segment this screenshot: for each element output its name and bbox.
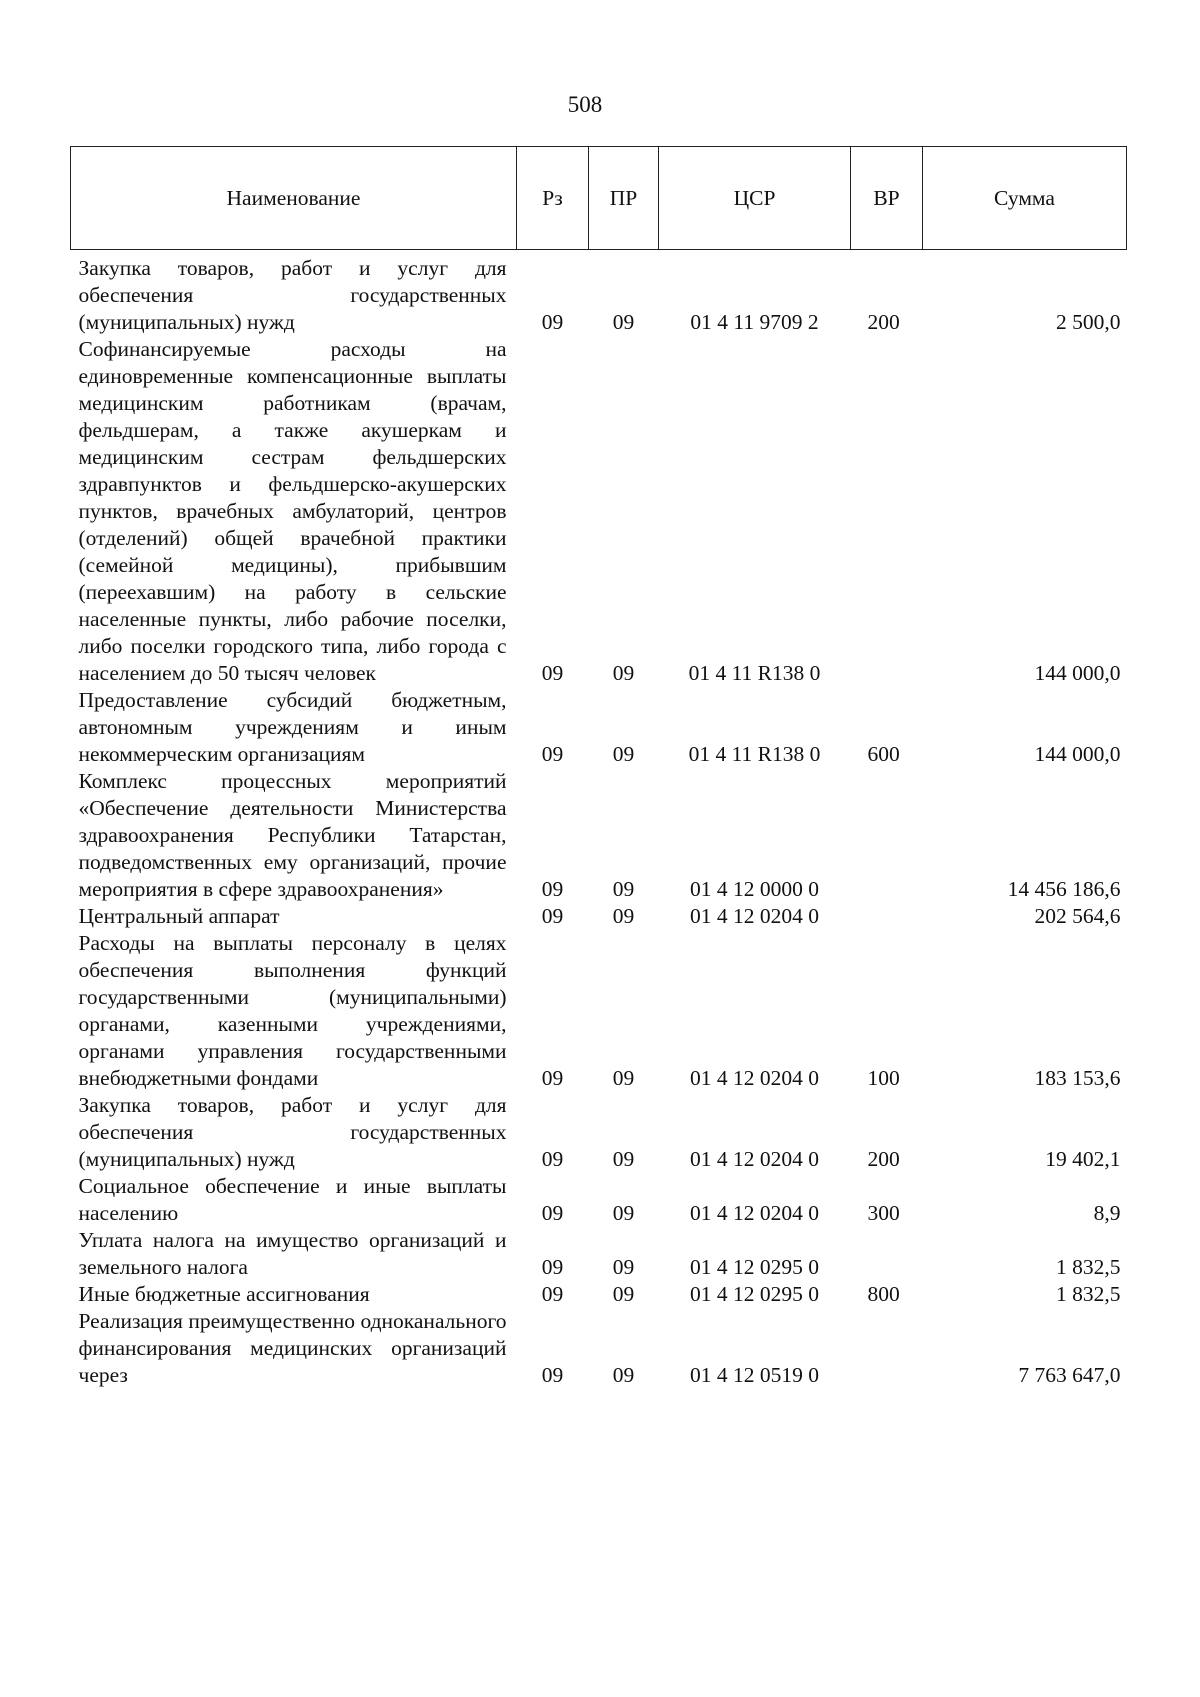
row-name: Иные бюджетные ассигнования [78, 1282, 370, 1306]
row-vr [851, 903, 923, 930]
row-csr: 01 4 12 0000 0 [690, 877, 819, 901]
row-name: Реализация преимущественно одноканального финансирования медицинских организаций через [78, 1309, 507, 1387]
row-name: Предоставление субсидий бюджетным, автономным учреждениям и иным некоммерческим организациям [78, 688, 507, 766]
row-pr: 09 [612, 1147, 635, 1171]
row-vr [851, 1308, 923, 1389]
row-name: Закупка товаров, работ и услуг для обеспечения государственных (муниципальных) нужд [78, 1093, 507, 1171]
row-pr: 09 [612, 1363, 635, 1387]
table-row [71, 903, 1127, 930]
row-rz: 09 [541, 742, 564, 766]
header-rz: Рз [517, 147, 589, 250]
row-rz: 09 [541, 1282, 564, 1306]
table-row [71, 687, 1127, 768]
table-row [71, 1308, 1127, 1389]
table-row [71, 768, 1127, 903]
row-name: Уплата налога на имущество организаций и земельного налога [78, 1228, 507, 1279]
row-name: Расходы на выплаты персоналу в целях обеспечения выполнения функций государственными (муниципальными) органами, казенными учреждениями, органами управления государственными внебюджетными фондами [78, 931, 507, 1090]
row-vr: 200 [867, 310, 900, 334]
row-pr: 09 [612, 904, 635, 928]
budget-table [70, 146, 1127, 1389]
row-vr [851, 1227, 923, 1281]
row-rz: 09 [541, 1066, 564, 1090]
row-name: Софинансируемые расходы на единовременные компенсационные выплаты медицинским работникам (врачам, фельдшерам, а также акушеркам и медицинским сестрам фельдшерских здравпунктов и фельдшерско-акушерских пунктов, врачебных амбулаторий, центров (отделений) общей врачебной практики (семейной медицины), прибывшим (переехавшим) на работу в сельские населенные пункты, либо рабочие поселки, либо поселки городского типа, либо города с населением до 50 тысяч человек [78, 337, 507, 685]
row-name: Закупка товаров, работ и услуг для обеспечения государственных (муниципальных) нужд [78, 256, 507, 334]
row-rz: 09 [541, 904, 564, 928]
row-pr: 09 [612, 1201, 635, 1225]
row-vr: 600 [867, 742, 900, 766]
row-pr: 09 [612, 661, 635, 685]
row-pr: 09 [612, 1255, 635, 1279]
row-vr: 800 [867, 1282, 900, 1306]
row-sum: 14 456 186,6 [1007, 877, 1121, 901]
table-row [71, 1092, 1127, 1173]
header-name: Наименование [71, 147, 517, 250]
header-vr: ВР [851, 147, 923, 250]
header-csr: ЦСР [659, 147, 851, 250]
page-number: 508 [567, 92, 603, 117]
row-rz: 09 [541, 1147, 564, 1171]
table-row [71, 1281, 1127, 1308]
row-sum: 8,9 [1093, 1201, 1121, 1225]
table-row [71, 930, 1127, 1092]
table-row [71, 1227, 1127, 1281]
row-name: Социальное обеспечение и иные выплаты населению [78, 1174, 507, 1225]
row-rz: 09 [541, 1255, 564, 1279]
header-pr: ПР [589, 147, 659, 250]
table-row [71, 336, 1127, 687]
row-name: Центральный аппарат [78, 904, 280, 928]
row-csr: 01 4 12 0204 0 [690, 1147, 819, 1171]
table-row [71, 250, 1127, 337]
row-csr: 01 4 12 0295 0 [690, 1255, 819, 1279]
row-vr: 100 [867, 1066, 900, 1090]
row-vr: 200 [867, 1147, 900, 1171]
row-sum: 183 153,6 [1034, 1066, 1121, 1090]
row-rz: 09 [541, 877, 564, 901]
row-csr: 01 4 12 0204 0 [690, 904, 819, 928]
row-csr: 01 4 11 R138 0 [688, 742, 821, 766]
row-sum: 144 000,0 [1034, 661, 1121, 685]
row-sum: 1 832,5 [1056, 1255, 1121, 1279]
row-sum: 7 763 647,0 [1018, 1363, 1121, 1387]
row-pr: 09 [612, 1066, 635, 1090]
row-csr: 01 4 12 0519 0 [690, 1363, 819, 1387]
row-rz: 09 [541, 1363, 564, 1387]
row-sum: 19 402,1 [1045, 1147, 1121, 1171]
row-pr: 09 [612, 1282, 635, 1306]
row-sum: 144 000,0 [1034, 742, 1121, 766]
table-row [71, 1173, 1127, 1227]
row-pr: 09 [612, 310, 635, 334]
row-rz: 09 [541, 661, 564, 685]
table-header [71, 147, 1127, 250]
row-rz: 09 [541, 1201, 564, 1225]
row-csr: 01 4 12 0204 0 [690, 1066, 819, 1090]
row-csr: 01 4 11 R138 0 [688, 661, 821, 685]
header-sum: Сумма [923, 147, 1127, 250]
row-vr: 300 [867, 1201, 900, 1225]
row-name: Комплекс процессных мероприятий «Обеспечение деятельности Министерства здравоохранения Республики Татарстан, подведомственных ему организаций, прочие мероприятия в сфере здравоохранения» [78, 769, 507, 901]
row-vr [851, 336, 923, 687]
row-sum: 1 832,5 [1056, 1282, 1121, 1306]
row-csr: 01 4 12 0204 0 [690, 1201, 819, 1225]
row-csr: 01 4 12 0295 0 [690, 1282, 819, 1306]
row-vr [851, 768, 923, 903]
row-sum: 2 500,0 [1056, 310, 1121, 334]
row-sum: 202 564,6 [1034, 904, 1121, 928]
row-pr: 09 [612, 742, 635, 766]
row-csr: 01 4 11 9709 2 [690, 310, 819, 334]
row-rz: 09 [541, 310, 564, 334]
row-pr: 09 [612, 877, 635, 901]
